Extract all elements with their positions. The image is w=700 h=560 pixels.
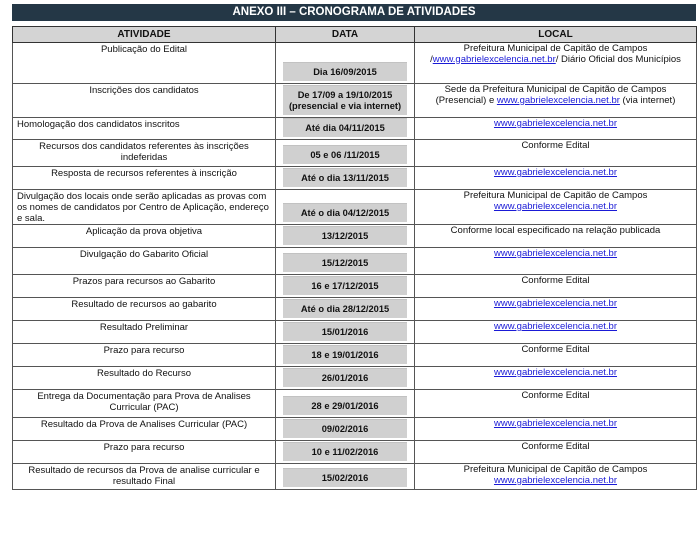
date-value: Até dia 04/11/2015 [283,118,407,137]
date-cell [276,248,415,275]
website-link[interactable]: www.gabrielexcelencia.net.br [493,167,618,178]
activity-cell: Entrega da Documentação para Prova de Analises Curricular (PAC) [13,390,276,418]
date-value: Até o dia 04/12/2015 [283,203,407,222]
location-cell [415,190,697,225]
location-text: Prefeitura Municipal de Capitão de Campos [463,43,648,54]
website-link[interactable]: www.gabrielexcelencia.net.br [493,418,618,429]
table-row [13,441,697,464]
location-text: Conforme local especificado na relação publicada [450,225,661,236]
date-cell [276,118,415,140]
date-value: Dia 16/09/2015 [283,62,407,81]
location-cell [415,43,697,84]
website-link[interactable]: www.gabrielexcelencia.net.br [493,474,618,486]
activity-cell: Prazo para recurso [13,344,276,367]
table-row [13,344,697,367]
date-cell [276,321,415,344]
location-text: Sede da Prefeitura Municipal de Capitão de Campos (Presencial) e [435,84,667,106]
date-value: 13/12/2015 [283,226,407,245]
date-cell [276,140,415,167]
schedule-table [12,26,697,490]
table-row [13,167,697,190]
location-text: / Diário Oficial dos Municípios [555,53,681,65]
date-value: 16 e 17/12/2015 [283,276,407,295]
date-cell [276,367,415,390]
date-value: 05 e 06 /11/2015 [283,145,407,164]
location-cell [415,118,697,140]
location-cell [415,367,697,390]
date-cell [276,167,415,190]
location-text: (via internet) [619,94,676,106]
location-text: / [430,53,433,65]
location-text: Conforme Edital [521,140,590,151]
date-cell [276,344,415,367]
website-link[interactable]: www.gabrielexcelencia.net.br [493,367,618,378]
date-value: 15/01/2016 [283,322,407,341]
table-row [13,225,697,248]
activity-cell: Aplicação da prova objetiva [13,225,276,248]
date-value: 10 e 11/02/2016 [283,442,407,461]
activity-cell: Prazo para recurso [13,441,276,464]
table-header-row [13,27,697,43]
location-text: Prefeitura Municipal de Capitão de Campos [463,190,648,201]
location-cell [415,321,697,344]
date-value: Até o dia 13/11/2015 [283,168,407,187]
table-row [13,248,697,275]
location-cell [415,344,697,367]
location-cell [415,418,697,441]
table-row [13,418,697,441]
location-text: Conforme Edital [521,390,590,401]
website-link[interactable]: www.gabrielexcelencia.net.br [496,94,620,106]
location-cell [415,225,697,248]
location-cell [415,167,697,190]
date-value: 28 e 29/01/2016 [283,396,407,415]
website-link[interactable]: www.gabrielexcelencia.net.br [493,118,618,129]
date-cell [276,190,415,225]
activity-cell: Recursos dos candidatos referentes às inscrições indeferidas [13,140,276,167]
header-atividade: ATIVIDADE [13,27,276,43]
table-row [13,275,697,298]
location-text: Conforme Edital [521,344,590,355]
date-value: 09/02/2016 [283,419,407,438]
location-cell [415,298,697,321]
website-link[interactable]: www.gabrielexcelencia.net.br [493,248,618,259]
header-data: DATA [276,27,415,43]
table-row [13,390,697,418]
table-row [13,321,697,344]
activity-cell: Resultado de recursos da Prova de analise curricular e resultado Final [13,464,276,490]
date-cell [276,418,415,441]
website-link[interactable]: www.gabrielexcelencia.net.br [432,53,556,65]
date-value: 15/12/2015 [283,253,407,272]
website-link[interactable]: www.gabrielexcelencia.net.br [493,298,618,309]
activity-cell: Homologação dos candidatos inscritos [13,118,276,140]
activity-cell: Resultado do Recurso [13,367,276,390]
date-cell [276,275,415,298]
activity-cell: Divulgação do Gabarito Oficial [13,248,276,275]
location-text: Conforme Edital [521,275,590,286]
activity-cell: Divulgação dos locais onde serão aplicadas as provas com os nomes de candidatos por Centro de Aplicação, endereço e sala. [13,190,276,225]
document-title: ANEXO III – CRONOGRAMA DE ATIVIDADES [12,4,696,21]
website-link[interactable]: www.gabrielexcelencia.net.br [493,200,618,212]
location-text: Prefeitura Municipal de Capitão de Campos [463,464,648,475]
header-local: LOCAL [415,27,697,43]
location-cell [415,140,697,167]
table-row [13,140,697,167]
date-cell [276,225,415,248]
activity-cell: Publicação do Edital [13,43,276,84]
table-row [13,298,697,321]
activity-cell: Inscrições dos candidatos [13,84,276,118]
date-value: 15/02/2016 [283,468,407,487]
location-text: Conforme Edital [521,441,590,452]
activity-cell: Resultado de recursos ao gabarito [13,298,276,321]
table-row [13,190,697,225]
date-value: De 17/09 a 19/10/2015 (presencial e via internet) [283,85,407,115]
website-link[interactable]: www.gabrielexcelencia.net.br [493,321,618,332]
activity-cell: Prazos para recursos ao Gabarito [13,275,276,298]
date-value: 18 e 19/01/2016 [283,345,407,364]
date-cell [276,390,415,418]
location-cell [415,441,697,464]
table-row [13,367,697,390]
table-row [13,43,697,84]
date-value: 26/01/2016 [283,368,407,387]
activity-cell: Resposta de recursos referentes à inscrição [13,167,276,190]
location-cell [415,84,697,118]
date-cell [276,298,415,321]
date-cell [276,464,415,490]
location-cell [415,390,697,418]
activity-cell: Resultado da Prova de Analises Curricular (PAC) [13,418,276,441]
schedule-document [12,4,696,490]
activity-cell: Resultado Preliminar [13,321,276,344]
table-row [13,464,697,490]
date-cell [276,43,415,84]
date-cell [276,84,415,118]
date-value: Até o dia 28/12/2015 [283,299,407,318]
table-body [13,43,697,490]
table-row [13,118,697,140]
location-cell [415,464,697,490]
table-row [13,84,697,118]
location-cell [415,275,697,298]
date-cell [276,441,415,464]
location-cell [415,248,697,275]
